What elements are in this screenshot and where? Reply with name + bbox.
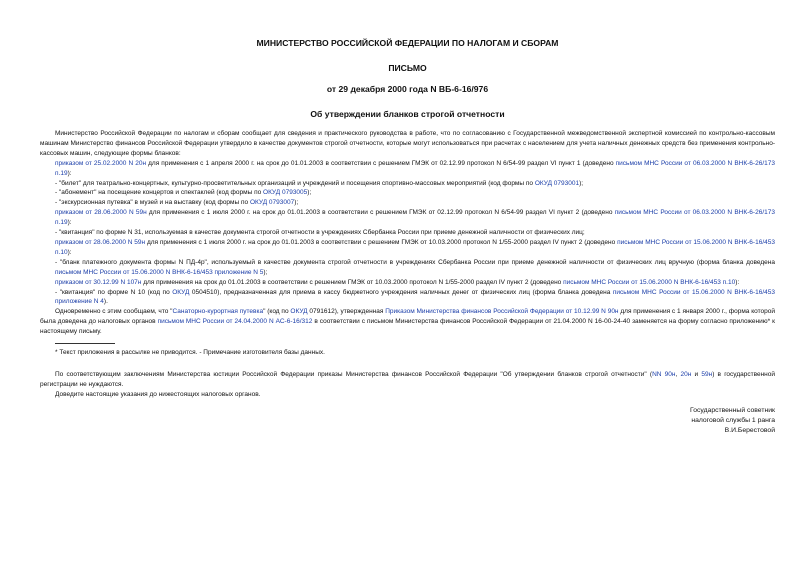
order-end: ): [67,219,72,227]
letter-link[interactable]: письмом МНС России от 06.03.2000 N ВНК-6-26/173 п.19 [55,209,775,227]
order-text: для применения с 1 июля 2000 г. на срок до 01.01.2003 в соответствии с решением ГМЭК от 10.03.2000 протокол N 1/55-2000 раздел IV пункт 2 (доведено [145,238,618,246]
order-block-4 [40,278,775,288]
list-item [40,179,775,189]
item-end: ); [294,199,299,207]
item-text: - "билет" для театрально-концертных, культурно-просветительных организаций и учреждений и посещения спортивно-массовых мероприятий (код формы по [55,179,535,187]
order-end: ): [735,278,740,286]
letter-link[interactable]: письмом МНС России от 24.04.2000 N АС-6-16/312 [157,318,313,326]
order-end: ): [67,169,72,177]
para-text: ) в государственной регистрации не нуждаются. [40,370,776,388]
para-text: и [691,370,702,378]
item-text: - "экскурсионная путевка" в музей и на выставку (код формы по [55,199,250,207]
order-link[interactable]: приказом от 28.06.2000 N 59н [55,238,146,246]
date-number-heading: от 29 декабря 2000 года N ВБ-6-16/976 [326,84,489,94]
list-item [40,188,775,198]
letter-link[interactable]: письмом МНС России от 06.03.2000 N ВНК-6-26/173 п.19 [55,159,775,177]
para-text: По соответствующим заключениям Министерства юстиции Российской Федерации приказы Министерства финансов Российской Федерации "Об утверждении бланков строгой отчетности" ( [55,370,653,378]
ministry-heading: МИНИСТЕРСТВО РОССИЙСКОЙ ФЕДЕРАЦИИ ПО НАЛОГАМ И СБОРАМ [256,38,559,48]
signature-title: Государственный советник [690,406,775,414]
letter-link[interactable]: письмом МНС России от 15.06.2000 N ВНК-6-16/453 приложение N 5 [55,268,264,276]
item-end: ); [263,268,268,276]
okud-link[interactable]: ОКУД 0793005 [263,189,308,197]
item-end: ). [103,298,108,306]
item-text: - "бланк платежного документа формы N ПД-4р", используемый в качестве документа строгой отчетности в учреждениях Сбербанка России при приеме денежной наличности от физических лиц вручную (форма бланка доведена [55,258,775,266]
letter-link[interactable]: письмом МНС России от 15.06.2000 N ВНК-6-16/453 п.10 [563,278,736,286]
para-text: 0791612), утвержденная [307,308,386,316]
document-page [40,24,775,436]
order-block-2 [40,208,775,228]
item-text: 0504510), предназначенная для приема в кассу бюджетного учреждения наличных денег от физических лиц (форма бланка доведена [189,288,613,296]
sanatorium-voucher-link[interactable]: Санаторно-курортная путевка [172,308,264,316]
order-end: ): [67,248,72,256]
sanatorium-paragraph [40,307,775,337]
order-text: для применения на срок до 01.01.2003 в соответствии с решением ГМЭК от 10.03.2000 протокол N 1/55-2000 раздел IV пункт 2 (доведено [141,278,564,286]
instruction-paragraph: Доведите настоящие указания до нижестоящих налоговых органов. [55,390,261,398]
list-item [40,288,775,308]
minfin-order-link[interactable]: Приказом Министерства финансов Российской Федерации от 10.12.99 N 90н [385,308,619,316]
para-text: для применения с 1 января 2000 г., форма которой была доведена до налоговых органов [40,308,776,326]
okud-link[interactable]: ОКУД [172,288,190,296]
item-end: ); [307,189,312,197]
list-item [40,198,775,208]
item-text: - "абонемент" на посещение концертов и спектаклей (код формы по [55,189,264,197]
order-90n-link[interactable]: NN 90н [652,370,676,378]
okud-link[interactable]: ОКУД 0793007 [249,199,295,207]
okud-link[interactable]: ОКУД 0793001 [534,179,580,187]
footnote: * Текст приложения в рассылке не приводится. - Примечание изготовителя базы данных. [55,349,325,357]
order-text: для применения с 1 апреля 2000 г. на срок до 01.01.2003 в соответствии с решением ГМЭК от 02.12.99 протокол N 6/54-99 раздел VI пункт 1 (доведено [146,159,616,167]
footnote-divider [55,343,115,344]
list-item [40,258,775,278]
order-block-1 [40,159,775,179]
order-link[interactable]: приказом от 28.06.2000 N 59н [55,209,147,217]
item-end: ); [579,179,584,187]
order-block-3 [40,238,775,258]
order-text: для применения с 1 июля 2000 г. на срок до 01.01.2003 в соответствии с решением ГМЭК от 02.12.99 протокол N 6/54-99 раздел VI пункт 2 (доведено [146,209,615,217]
okud-link[interactable]: ОКУД [290,308,308,316]
signature-rank: налоговой службы 1 ранга [691,416,775,424]
list-item: - "квитанция" по форме N 31, используемая в качестве документа строгой отчетности в учреждениях Сбербанка России при приеме денежной наличности от физических лиц; [55,229,585,237]
order-link[interactable]: приказом от 30.12.99 N 107н [55,278,142,286]
letter-link[interactable]: письмом МНС России от 15.06.2000 N ВНК-6-16/453 п.10 [55,238,775,256]
order-20n-link[interactable]: 20н [680,370,692,378]
intro-paragraph: Министерство Российской Федерации по налогам и сборам сообщает для сведения и практического руководства в работе, что по согласованию с Государственной межведомственной экспертной комиссией по контрольно-кассовым машинам Министерство финансов Российской Федерации утвердило в качестве документов строгой отчетности, которые могут использоваться при расчетах с населением для учета наличных денежных средств без применения контрольно-кассовых машин, следующие формы бланков: [40,130,775,157]
document-title: Об утверждении бланков строгой отчетности [310,109,505,119]
item-text: - "квитанция" по форме N 10 (код по [55,288,173,296]
para-text: " (код по [263,308,291,316]
para-text: в соответствии с письмом Министерства финансов Российской Федерации от 21.04.2000 N 16-00-24-40 заменяется на форму согласно приложению* к настоящему письму. [40,318,775,336]
signature-block [40,406,775,436]
document-body [40,129,775,400]
registration-paragraph [40,370,775,390]
letter-link[interactable]: письмом МНС России от 15.06.2000 N ВНК-6-16/453 приложение N 4 [55,288,775,306]
order-link[interactable]: приказом от 25.02.2000 N 20н [55,159,147,167]
order-59n-link[interactable]: 59н [701,370,713,378]
para-text: , [675,370,681,378]
para-text: Одновременно с этим сообщаем, что " [55,308,173,316]
spacer [40,358,775,370]
signature-name: В.И.Берестовой [724,426,775,434]
doctype-heading: ПИСЬМО [388,63,427,73]
